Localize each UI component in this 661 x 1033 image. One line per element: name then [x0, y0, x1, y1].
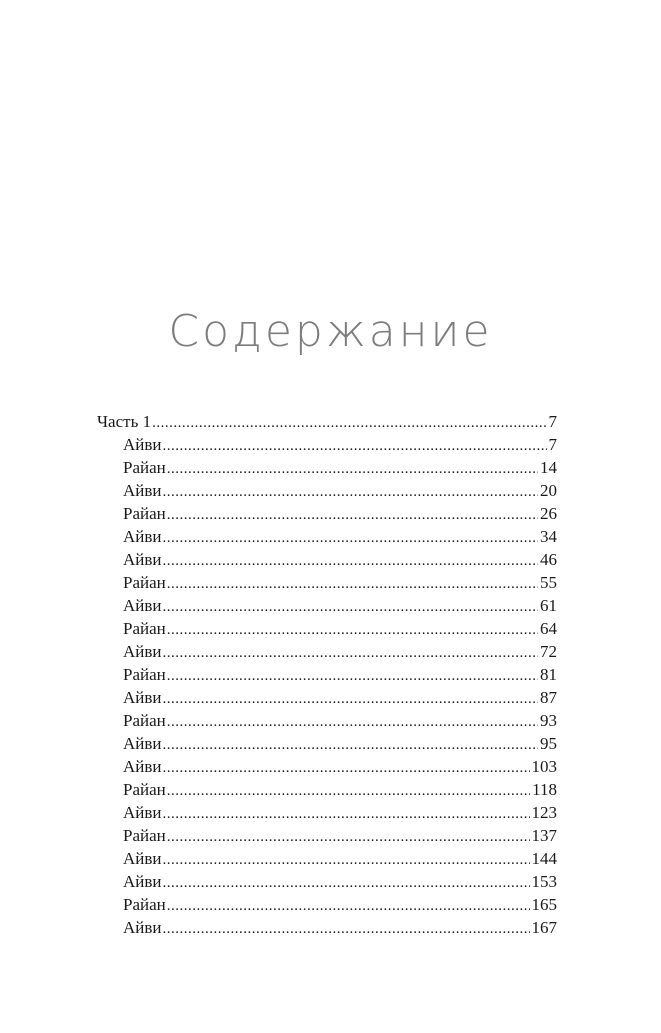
toc-entry-label: Айви: [123, 918, 162, 937]
toc-entry-label: Айви: [123, 596, 162, 615]
dot-leader: [163, 527, 539, 548]
toc-entry-page-number: 87: [540, 688, 557, 707]
toc-entry-page-number: 95: [540, 734, 557, 753]
toc-entry-label: Айви: [123, 435, 162, 454]
toc-entry-label: Айви: [123, 872, 162, 891]
toc-entry[interactable]: [123, 824, 557, 847]
toc-entry-page-number: 167: [531, 918, 557, 937]
dot-leader: [163, 596, 539, 617]
toc-entry[interactable]: [123, 916, 557, 939]
dot-leader: [167, 895, 530, 916]
toc-entry-label: Райан: [123, 665, 166, 684]
dot-leader: [167, 619, 538, 640]
dot-leader: [163, 688, 539, 709]
toc-entry-label: Райан: [123, 458, 166, 477]
page-title: Содержание: [168, 306, 493, 357]
dot-leader: [163, 642, 539, 663]
toc-entry-label: Айви: [123, 550, 162, 569]
toc-entry[interactable]: [123, 686, 557, 709]
toc-entry-page-number: 55: [540, 573, 557, 592]
dot-leader: [167, 504, 538, 525]
toc-entry-label: Райан: [123, 895, 166, 914]
toc-entry[interactable]: [123, 617, 557, 640]
toc-entry-page-number: 123: [531, 803, 557, 822]
toc-entry-page-number: 46: [540, 550, 557, 569]
dot-leader: [167, 780, 530, 801]
toc-entry[interactable]: [123, 456, 557, 479]
toc-entry[interactable]: [123, 755, 557, 778]
dot-leader: [163, 734, 539, 755]
toc-entry[interactable]: [123, 594, 557, 617]
dot-leader: [163, 435, 547, 456]
toc-entry[interactable]: [123, 571, 557, 594]
toc-entry[interactable]: [123, 847, 557, 870]
toc-entry-page-number: 64: [540, 619, 557, 638]
toc-entry-page-number: 34: [540, 527, 557, 546]
toc-entry-page-number: 137: [531, 826, 557, 845]
dot-leader: [163, 757, 530, 778]
toc-entry-page-number: 118: [532, 780, 557, 799]
dot-leader: [163, 918, 530, 939]
toc-entry-page-number: 153: [531, 872, 557, 891]
toc-entry-label: Айви: [123, 688, 162, 707]
dot-leader: [163, 481, 539, 502]
dot-leader: [167, 665, 538, 686]
dot-leader: [163, 803, 530, 824]
toc-entry-page-number: 61: [540, 596, 557, 615]
dot-leader: [167, 573, 538, 594]
dot-leader: [152, 412, 546, 433]
toc-entry-label: Айви: [123, 527, 162, 546]
toc-entry-page-number: 165: [531, 895, 557, 914]
toc-entry-label: Айви: [123, 849, 162, 868]
toc-entry[interactable]: [123, 709, 557, 732]
toc-entry[interactable]: [123, 479, 557, 502]
dot-leader: [163, 849, 530, 870]
toc-entry-label: Райан: [123, 573, 166, 592]
dot-leader: [163, 550, 539, 571]
toc-entry[interactable]: [123, 893, 557, 916]
toc-entry-label: Айви: [123, 803, 162, 822]
toc-entry-page-number: 93: [540, 711, 557, 730]
toc-entry[interactable]: [123, 870, 557, 893]
toc-entry-label: Айви: [123, 734, 162, 753]
toc-entry-label: Райан: [123, 619, 166, 638]
toc-entry[interactable]: [123, 502, 557, 525]
toc-entry-label: Айви: [123, 481, 162, 500]
toc-entry[interactable]: [97, 410, 557, 433]
toc-entry[interactable]: [123, 732, 557, 755]
toc-entry-label: Айви: [123, 642, 162, 661]
toc-entry-label: Райан: [123, 780, 166, 799]
toc-entry[interactable]: [123, 801, 557, 824]
dot-leader: [163, 872, 530, 893]
toc-entry-label: Райан: [123, 826, 166, 845]
toc-entry-page-number: 7: [548, 412, 557, 431]
toc-entry[interactable]: [123, 640, 557, 663]
toc-entry[interactable]: [123, 433, 557, 456]
toc-entry[interactable]: [123, 778, 557, 801]
toc-entry-page-number: 14: [540, 458, 557, 477]
toc-entry-page-number: 20: [540, 481, 557, 500]
toc-entry-page-number: 81: [540, 665, 557, 684]
toc-entry[interactable]: [123, 525, 557, 548]
toc-entry-label: Часть 1: [97, 412, 152, 431]
toc-entry-page-number: 144: [531, 849, 557, 868]
dot-leader: [167, 826, 530, 847]
toc-entry-page-number: 72: [540, 642, 557, 661]
toc-entry-page-number: 26: [540, 504, 557, 523]
toc-entry[interactable]: [123, 548, 557, 571]
dot-leader: [167, 458, 538, 479]
toc-entry-label: Райан: [123, 711, 166, 730]
toc-entry-label: Райан: [123, 504, 166, 523]
toc-entry[interactable]: [123, 663, 557, 686]
dot-leader: [167, 711, 538, 732]
toc-entry-page-number: 7: [548, 435, 557, 454]
toc-entry-label: Айви: [123, 757, 162, 776]
toc-entry-page-number: 103: [531, 757, 557, 776]
